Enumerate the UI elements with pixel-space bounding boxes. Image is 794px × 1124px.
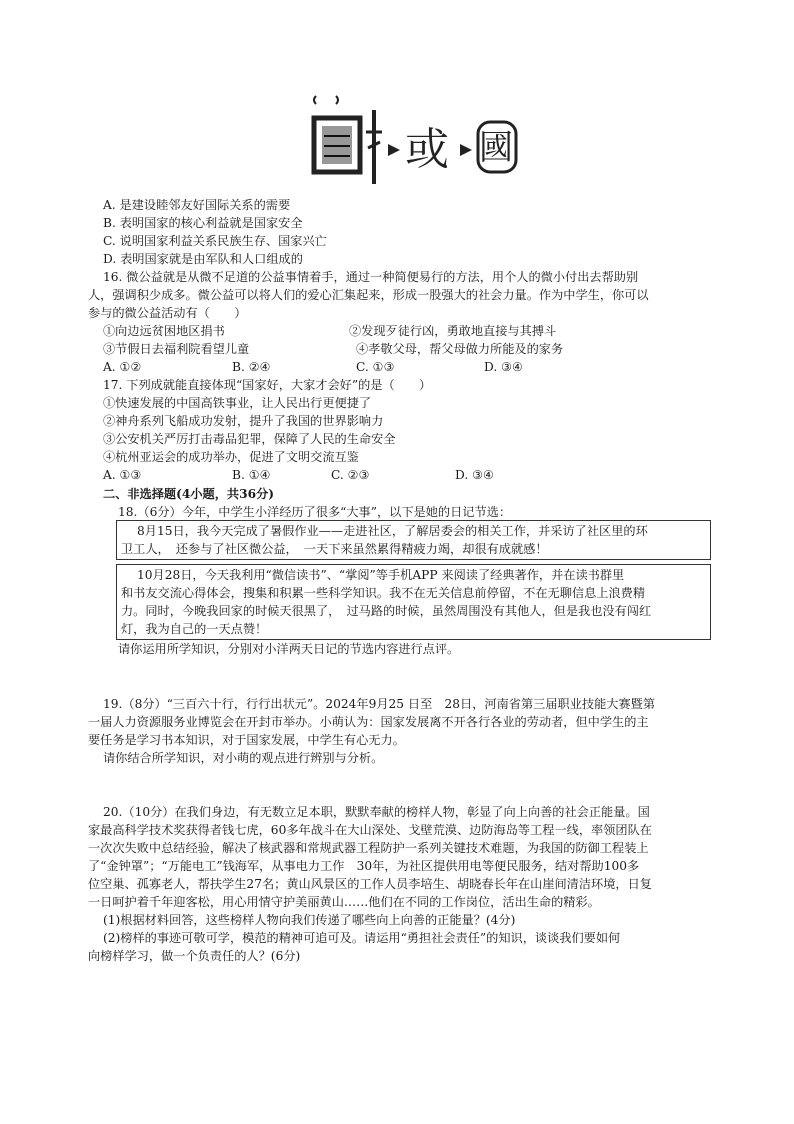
q19-stem-1: 19.（8分）“三百六十行，行行出状元”。2024年9月25 日至 28日，河南省第三届职业技能大赛暨第 — [103, 697, 656, 711]
q16-stem-2: 人，强调积少成多。微公益可以将人们的爱心汇集起来，形成一股强大的社会力量。作为中学生，你可以 — [88, 288, 649, 302]
q19-stem-2: 一届人力资源服务业博览会在开封市举办。小萌认为：国家发展离不开各行各业的劳动者，但中学生的主 — [88, 715, 649, 729]
q20-stem-4: 了“金钟罩”；“万能电工”钱海军，从事电力工作 30年，为社区提供用电等便民服务，结对帮助100多 — [88, 859, 640, 873]
q19-stem-3: 要任务是学习书本知识，对于国家发展，中学生有心无力。 — [88, 733, 405, 747]
q16-option-c: C. ①③ — [356, 360, 395, 374]
q15-option-b: B. 表明国家的核心利益就是国家安全 — [103, 216, 303, 230]
diary2-line-3: 力。同时，今晚我回家的时候天很黑了， 过马路的时候，虽然周围没有其他人，但是我也没有闯红 — [121, 604, 652, 618]
q19-prompt: 请你结合所学知识，对小萌的观点进行辨别与分析。 — [103, 751, 384, 765]
q17-option-d: D. ③④ — [455, 468, 494, 482]
q17-item-2: ②神舟系列飞船成功发射，提升了我国的世界影响力 — [103, 414, 384, 428]
q20-stem-3: 一次次失败中总结经验，解决了核武器和常规武器工程防护一系列关键技术难题，为我国的防御工程装上 — [88, 841, 649, 855]
section-title: 二、非选择题(4小题，共36分) — [103, 487, 275, 501]
q20-stem-1: 20.（10分）在我们身边，有无数立足本职，默默奉献的榜样人物，彰显了向上向善的社会正能量。国 — [103, 805, 650, 819]
q16-option-a: A. ①② — [103, 360, 142, 374]
q17-item-3: ③公安机关严厉打击毒品犯罪，保障了人民的生命安全 — [103, 432, 396, 446]
q16-item-2: ②发现歹徒行凶，勇敢地直接与其搏斗 — [349, 324, 557, 338]
diary2-line-4: 灯，我为自己的一天点赞！ — [121, 622, 268, 636]
q16-stem-1: 16. 微公益就是从微不足道的公益事情着手，通过一种简便易行的方法，用个人的微小付出去帮助别 — [103, 270, 639, 284]
q17-option-a: A. ①③ — [103, 468, 142, 482]
q15-option-a: A. 是建设睦邻友好国际关系的需要 — [103, 198, 291, 212]
q20-stem-2: 家最高科学技术奖获得者钱七虎，60多年战斗在大山深处、戈壁荒漠、边防海岛等工程一线，率领团队在 — [88, 823, 652, 837]
q20-sub-2-line-2: 向榜样学习，做一个负责任的人？(6分) — [88, 949, 301, 963]
diary1-line-2: 卫工人， 还参与了社区微公益， 一天下来虽然累得精疲力竭，却很有成就感！ — [121, 542, 548, 556]
figure-char-middle: 或 — [405, 124, 449, 175]
q17-item-1: ①快速发展的中国高铁事业，让人民出行更便捷了 — [103, 396, 372, 410]
diary2-line-1: 10月28日，今天我利用“微信读书”、“掌阅”等手机APP 来阅读了经典著作，并在读书群里 — [137, 568, 625, 582]
q16-item-4: ④孝敬父母，帮父母做力所能及的家务 — [356, 342, 564, 356]
q16-option-d: D. ③④ — [484, 360, 523, 374]
q17-stem: 17. 下列成就能直接体现“国家好，大家才会好”的是（ ） — [103, 378, 432, 392]
q15-option-c: C. 说明国家利益关系民族生存、国家兴亡 — [103, 234, 327, 248]
q17-option-c: C. ②③ — [331, 468, 370, 482]
q17-item-4: ④杭州亚运会的成功举办，促进了文明交流互鉴 — [103, 450, 359, 464]
q20-sub-1: (1)根据材料回答，这些榜样人物向我们传递了哪些向上向善的正能量？(4分) — [103, 913, 516, 927]
q20-stem-6: 一日呵护着千年迎客松，用心用情守护美丽黄山……他们在不同的工作岗位，活出生命的精彩。 — [88, 895, 600, 909]
q16-stem-3: 参与的微公益活动有（ ） — [88, 306, 247, 320]
q17-option-b: B. ①④ — [232, 468, 271, 482]
q18-prompt: 请你运用所学知识，分别对小洋两天日记的节选内容进行点评。 — [118, 642, 460, 656]
q16-item-3: ③节假日去福利院看望儿童 — [103, 342, 250, 356]
figure-char-right: 國 — [479, 128, 513, 168]
diary1-line-1: 8月15日，我今天完成了暑假作业——走进社区，了解居委会的相关工作，并采访了社区里的环 — [137, 524, 648, 538]
q20-sub-2-line-1: (2)榜样的事迹可敬可学，模范的精神可追可及。请运用“勇担社会责任”的知识，谈谈我们要如何 — [103, 931, 621, 945]
character-evolution-figure — [310, 92, 520, 188]
q18-stem: 18.（6分）今年，中学生小洋经历了很多“大事”，以下是她的日记节选： — [118, 505, 512, 519]
q15-option-d: D. 表明国家就是由军队和人口组成的 — [103, 252, 303, 266]
q20-stem-5: 位空巢、孤寡老人，帮扶学生27名；黄山风景区的工作人员李培生、胡晓春长年在山崖间清洁环境，日复 — [88, 877, 652, 891]
diary2-line-2: 和书友交流心得体会，搜集和积累一些科学知识。我不在无关信息前停留，不在无聊信息上浪费精 — [121, 586, 646, 600]
q16-option-b: B. ②④ — [232, 360, 271, 374]
q16-item-1: ①向边远贫困地区捐书 — [103, 324, 225, 338]
